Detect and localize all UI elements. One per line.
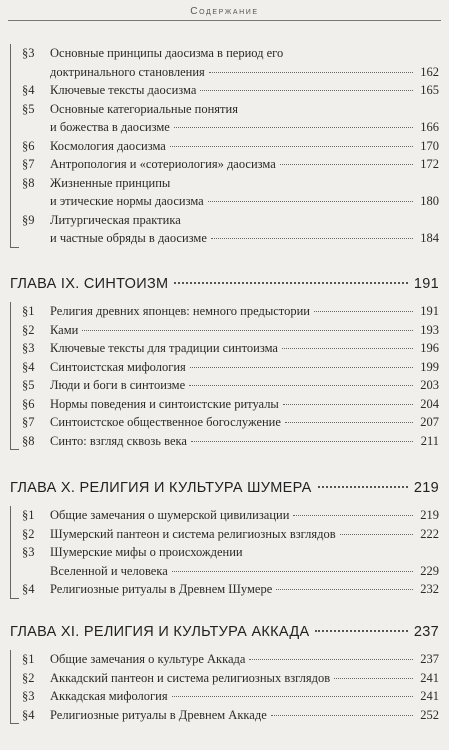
- entry-group: [10, 506, 439, 599]
- dot-leader: [170, 146, 413, 147]
- entry-last-line: [50, 192, 439, 211]
- entry-page-number: 204: [420, 396, 439, 411]
- entry-page-number: 180: [420, 194, 439, 208]
- entry-number: §5: [22, 378, 35, 392]
- entry-number: §7: [22, 157, 35, 171]
- entry-title-line: Синто: взгляд сквозь века: [50, 433, 187, 448]
- entry-last-line: [50, 358, 439, 377]
- dot-leader: [271, 715, 413, 716]
- entry-text: [50, 137, 439, 156]
- header-rule: [8, 20, 441, 21]
- entry-page-number: 211: [420, 433, 439, 448]
- entry-page-number: 237: [420, 652, 439, 666]
- entry-title-line: и божества в даосизме: [50, 120, 170, 134]
- entry-last-line: [50, 137, 439, 156]
- entry-number: §3: [22, 689, 35, 703]
- dot-leader: [293, 515, 413, 516]
- entry-page-number: 199: [420, 359, 439, 374]
- entry-number: §2: [22, 322, 35, 337]
- dot-leader: [314, 311, 413, 312]
- entry-text: [50, 432, 439, 451]
- toc-section-ch11: [10, 624, 439, 724]
- toc-section-ch10: [10, 480, 439, 599]
- toc-entry: [10, 44, 439, 81]
- entry-title-line: Синтоистское общественное богослужение: [50, 415, 281, 429]
- entry-text: [50, 81, 439, 100]
- dot-leader: [172, 696, 413, 697]
- entry-title-line: доктринального становления: [50, 64, 205, 79]
- entry-page-number: 241: [420, 689, 439, 703]
- toc-entry: [10, 302, 439, 321]
- dot-leader: [209, 72, 413, 73]
- entry-page-number: 222: [420, 526, 439, 541]
- chapter-heading: [10, 480, 439, 502]
- entry-group: [10, 650, 439, 724]
- entry-text: [50, 376, 439, 395]
- entry-title-line: и частные обряды в даосизме: [50, 231, 207, 245]
- entry-page-number: 165: [420, 83, 439, 97]
- entry-page-number: 207: [420, 415, 439, 429]
- dot-leader: [283, 404, 413, 405]
- entry-title-line: Основные категориальные понятия: [50, 101, 238, 116]
- entry-number: §8: [22, 433, 35, 448]
- entry-number: §3: [22, 341, 35, 355]
- dot-leader: [211, 238, 413, 239]
- entry-last-line: [50, 81, 439, 100]
- entry-page-number: 229: [420, 563, 439, 578]
- toc-entry: [10, 506, 439, 525]
- toc-entry: [10, 100, 439, 137]
- toc-entry: [10, 650, 439, 669]
- entry-number: §2: [22, 670, 35, 685]
- entry-number: §5: [22, 101, 35, 116]
- entry-title-line: Общие замечания о культуре Аккада: [50, 652, 246, 666]
- dot-leader: [172, 571, 413, 572]
- entry-last-line: [50, 155, 439, 174]
- entry-last-line: [50, 562, 439, 581]
- entry-last-line: [50, 118, 439, 137]
- entry-text: [50, 669, 439, 688]
- toc-entry: [10, 211, 439, 248]
- toc-entry: [10, 339, 439, 358]
- chapter-title: ГЛАВА X. РЕЛИГИЯ И КУЛЬТУРА ШУМЕРА: [10, 480, 312, 496]
- entry-text: [50, 211, 439, 248]
- entry-text: [50, 339, 439, 358]
- entry-title-line: Ключевые тексты даосизма: [50, 83, 197, 97]
- dot-leader: [340, 534, 413, 535]
- toc-entry: [10, 358, 439, 377]
- dot-leader: [174, 127, 413, 128]
- entry-last-line: [50, 580, 439, 599]
- entry-title-line: Аккадский пантеон и система религиозных взглядов: [50, 670, 331, 685]
- dot-leader: [334, 678, 413, 679]
- entry-title-line: Религиозные ритуалы в Древнем Аккаде: [50, 707, 267, 722]
- entry-page-number: 232: [420, 582, 439, 596]
- entry-number: §1: [22, 304, 35, 318]
- entry-last-line: [50, 376, 439, 395]
- chapter-page-number: 237: [413, 624, 439, 640]
- chapter-heading: [10, 624, 439, 646]
- chapter-title: ГЛАВА XI. РЕЛИГИЯ И КУЛЬТУРА АККАДА: [10, 624, 310, 640]
- entry-number: §4: [22, 359, 35, 374]
- dot-leader: [318, 486, 408, 488]
- entry-page-number: 170: [420, 138, 439, 153]
- entry-number: §3: [22, 46, 35, 60]
- chapter-page-number: 219: [413, 480, 439, 496]
- dot-leader: [280, 164, 413, 165]
- toc-entry: [10, 376, 439, 395]
- entry-last-line: [50, 63, 439, 82]
- toc-entry: [10, 137, 439, 156]
- dot-leader: [249, 659, 413, 660]
- toc-entry: [10, 687, 439, 706]
- entry-number: §3: [22, 545, 35, 559]
- toc-entry: [10, 543, 439, 580]
- entry-title-line: Литургическая практика: [50, 212, 181, 227]
- toc-entry: [10, 432, 439, 451]
- entry-title-line: Жизненные принципы: [50, 175, 171, 190]
- toc-entry: [10, 174, 439, 211]
- entry-text: [50, 321, 439, 340]
- entry-text: [50, 358, 439, 377]
- entry-number: §4: [22, 582, 35, 596]
- toc-entry: [10, 321, 439, 340]
- entry-last-line: [50, 706, 439, 725]
- dot-leader: [315, 630, 407, 632]
- entry-title-line: Шумерские мифы о происхождении: [50, 545, 243, 559]
- entry-text: [50, 543, 439, 580]
- entry-text: [50, 687, 439, 706]
- entry-group: [10, 302, 439, 450]
- toc-entry: [10, 706, 439, 725]
- entry-title-line: Основные принципы даосизма в период его: [50, 46, 284, 60]
- dot-leader: [276, 589, 413, 590]
- toc-entry: [10, 580, 439, 599]
- entry-title-line: и этические нормы даосизма: [50, 194, 204, 208]
- chapter-title: ГЛАВА IX. СИНТОИЗМ: [10, 276, 169, 292]
- entry-title-line: Ками: [50, 322, 79, 337]
- entry-title-line: Люди и боги в синтоизме: [50, 378, 186, 392]
- entry-number: §8: [22, 175, 35, 190]
- entry-text: [50, 174, 439, 211]
- entry-last-line: [50, 687, 439, 706]
- entry-text: [50, 395, 439, 414]
- entry-last-line: [50, 413, 439, 432]
- entry-title-line: Шумерский пантеон и система религиозных взглядов: [50, 526, 336, 541]
- entry-title-line: Вселенной и человека: [50, 563, 168, 578]
- entry-number: §1: [22, 508, 35, 522]
- toc-entry: [10, 155, 439, 174]
- dot-leader: [82, 330, 413, 331]
- toc-entry: [10, 395, 439, 414]
- entry-text: [50, 580, 439, 599]
- entry-last-line: [50, 321, 439, 340]
- chapter-page-number: 191: [413, 276, 439, 292]
- entry-text: [50, 413, 439, 432]
- entry-page-number: 191: [420, 304, 439, 318]
- entry-page-number: 172: [420, 157, 439, 171]
- toc-section-taoism: [10, 40, 439, 248]
- entry-title-line: Космология даосизма: [50, 138, 166, 153]
- entry-last-line: [50, 506, 439, 525]
- entry-group: [10, 44, 439, 248]
- entry-title-line: Синтоистская мифология: [50, 359, 186, 374]
- entry-page-number: 166: [420, 120, 439, 134]
- entry-title-line: Ключевые тексты для традиции синтоизма: [50, 341, 278, 355]
- dot-leader: [190, 367, 413, 368]
- entry-text: [50, 650, 439, 669]
- entry-number: §6: [22, 138, 35, 153]
- entry-number: §7: [22, 415, 35, 429]
- entry-page-number: 203: [420, 378, 439, 392]
- entry-text: [50, 525, 439, 544]
- entry-page-number: 252: [420, 707, 439, 722]
- toc-entry: [10, 525, 439, 544]
- toc-section-ch9: [10, 276, 439, 450]
- entry-number: §4: [22, 83, 35, 97]
- entry-text: [50, 44, 439, 81]
- entry-title-line: Религия древних японцев: немного предыстории: [50, 304, 310, 318]
- entry-last-line: [50, 525, 439, 544]
- entry-last-line: [50, 339, 439, 358]
- entry-text: [50, 155, 439, 174]
- dot-leader: [282, 348, 413, 349]
- toc-entry: [10, 81, 439, 100]
- entry-title-line: Антропология и «сотериология» даосизма: [50, 157, 276, 171]
- entry-number: §9: [22, 212, 35, 227]
- entry-number: §1: [22, 652, 35, 666]
- entry-text: [50, 506, 439, 525]
- entry-number: §4: [22, 707, 35, 722]
- entry-title-line: Религиозные ритуалы в Древнем Шумере: [50, 582, 273, 596]
- toc-entry: [10, 413, 439, 432]
- entry-last-line: [50, 395, 439, 414]
- entry-page-number: 193: [420, 322, 439, 337]
- dot-leader: [174, 282, 408, 284]
- entry-title-line: Общие замечания о шумерской цивилизации: [50, 508, 290, 522]
- entry-page-number: 196: [420, 341, 439, 355]
- entry-title-line: Аккадская мифология: [50, 689, 168, 703]
- entry-last-line: [50, 229, 439, 248]
- dot-leader: [189, 385, 413, 386]
- dot-leader: [191, 441, 413, 442]
- running-head: Содержание: [190, 6, 259, 17]
- dot-leader: [208, 201, 413, 202]
- entry-page-number: 184: [420, 231, 439, 245]
- dot-leader: [200, 90, 413, 91]
- entry-text: [50, 302, 439, 321]
- entry-page-number: 162: [420, 64, 439, 79]
- entry-last-line: [50, 432, 439, 451]
- entry-page-number: 219: [420, 508, 439, 522]
- dot-leader: [285, 422, 413, 423]
- entry-last-line: [50, 650, 439, 669]
- entry-last-line: [50, 302, 439, 321]
- entry-number: §2: [22, 526, 35, 541]
- entry-last-line: [50, 669, 439, 688]
- entry-text: [50, 706, 439, 725]
- entry-page-number: 241: [420, 670, 439, 685]
- entry-title-line: Нормы поведения и синтоистские ритуалы: [50, 396, 279, 411]
- chapter-heading: [10, 276, 439, 298]
- entry-text: [50, 100, 439, 137]
- toc-entry: [10, 669, 439, 688]
- entry-number: §6: [22, 396, 35, 411]
